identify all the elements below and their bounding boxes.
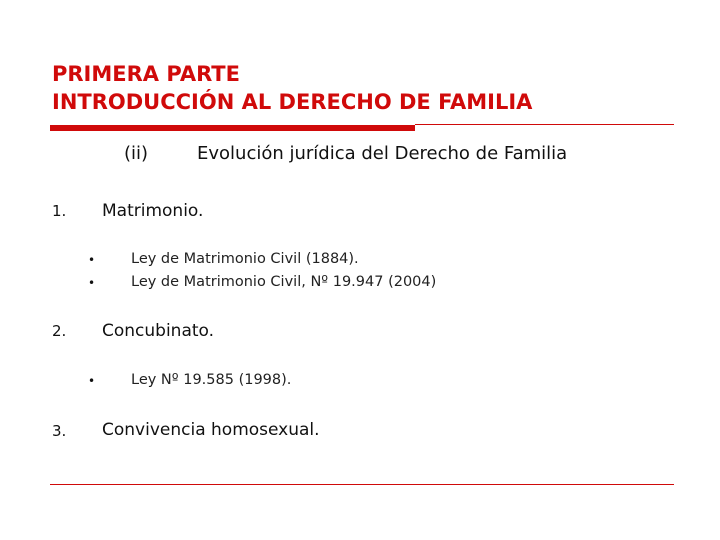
list-item-label: Convivencia homosexual. (102, 420, 320, 440)
bullet-text: Ley de Matrimonio Civil (1884). (131, 251, 359, 267)
bullet-icon: • (88, 374, 96, 388)
bullet-text: Ley de Matrimonio Civil, Nº 19.947 (2004) (131, 274, 437, 290)
footer-divider (50, 484, 674, 485)
list-item-label: Concubinato. (102, 321, 215, 341)
list-item-label: Matrimonio. (102, 201, 204, 221)
bullet-icon: • (88, 276, 96, 290)
subtitle-number: (ii) (124, 143, 149, 164)
title-underline-thin (415, 124, 674, 125)
subtitle-text: Evolución jurídica del Derecho de Familia (197, 143, 568, 164)
title-underline-thick (50, 125, 415, 131)
bullet-icon: • (88, 253, 96, 267)
title-line-1: PRIMERA PARTE (52, 62, 240, 86)
title-line-2: INTRODUCCIÓN AL DERECHO DE FAMILIA (52, 90, 533, 114)
list-item-number: 2. (52, 322, 67, 340)
slide-title (52, 60, 532, 116)
bullet-text: Ley Nº 19.585 (1998). (131, 372, 292, 388)
list-item-number: 3. (52, 422, 67, 440)
list-item-number: 1. (52, 202, 67, 220)
